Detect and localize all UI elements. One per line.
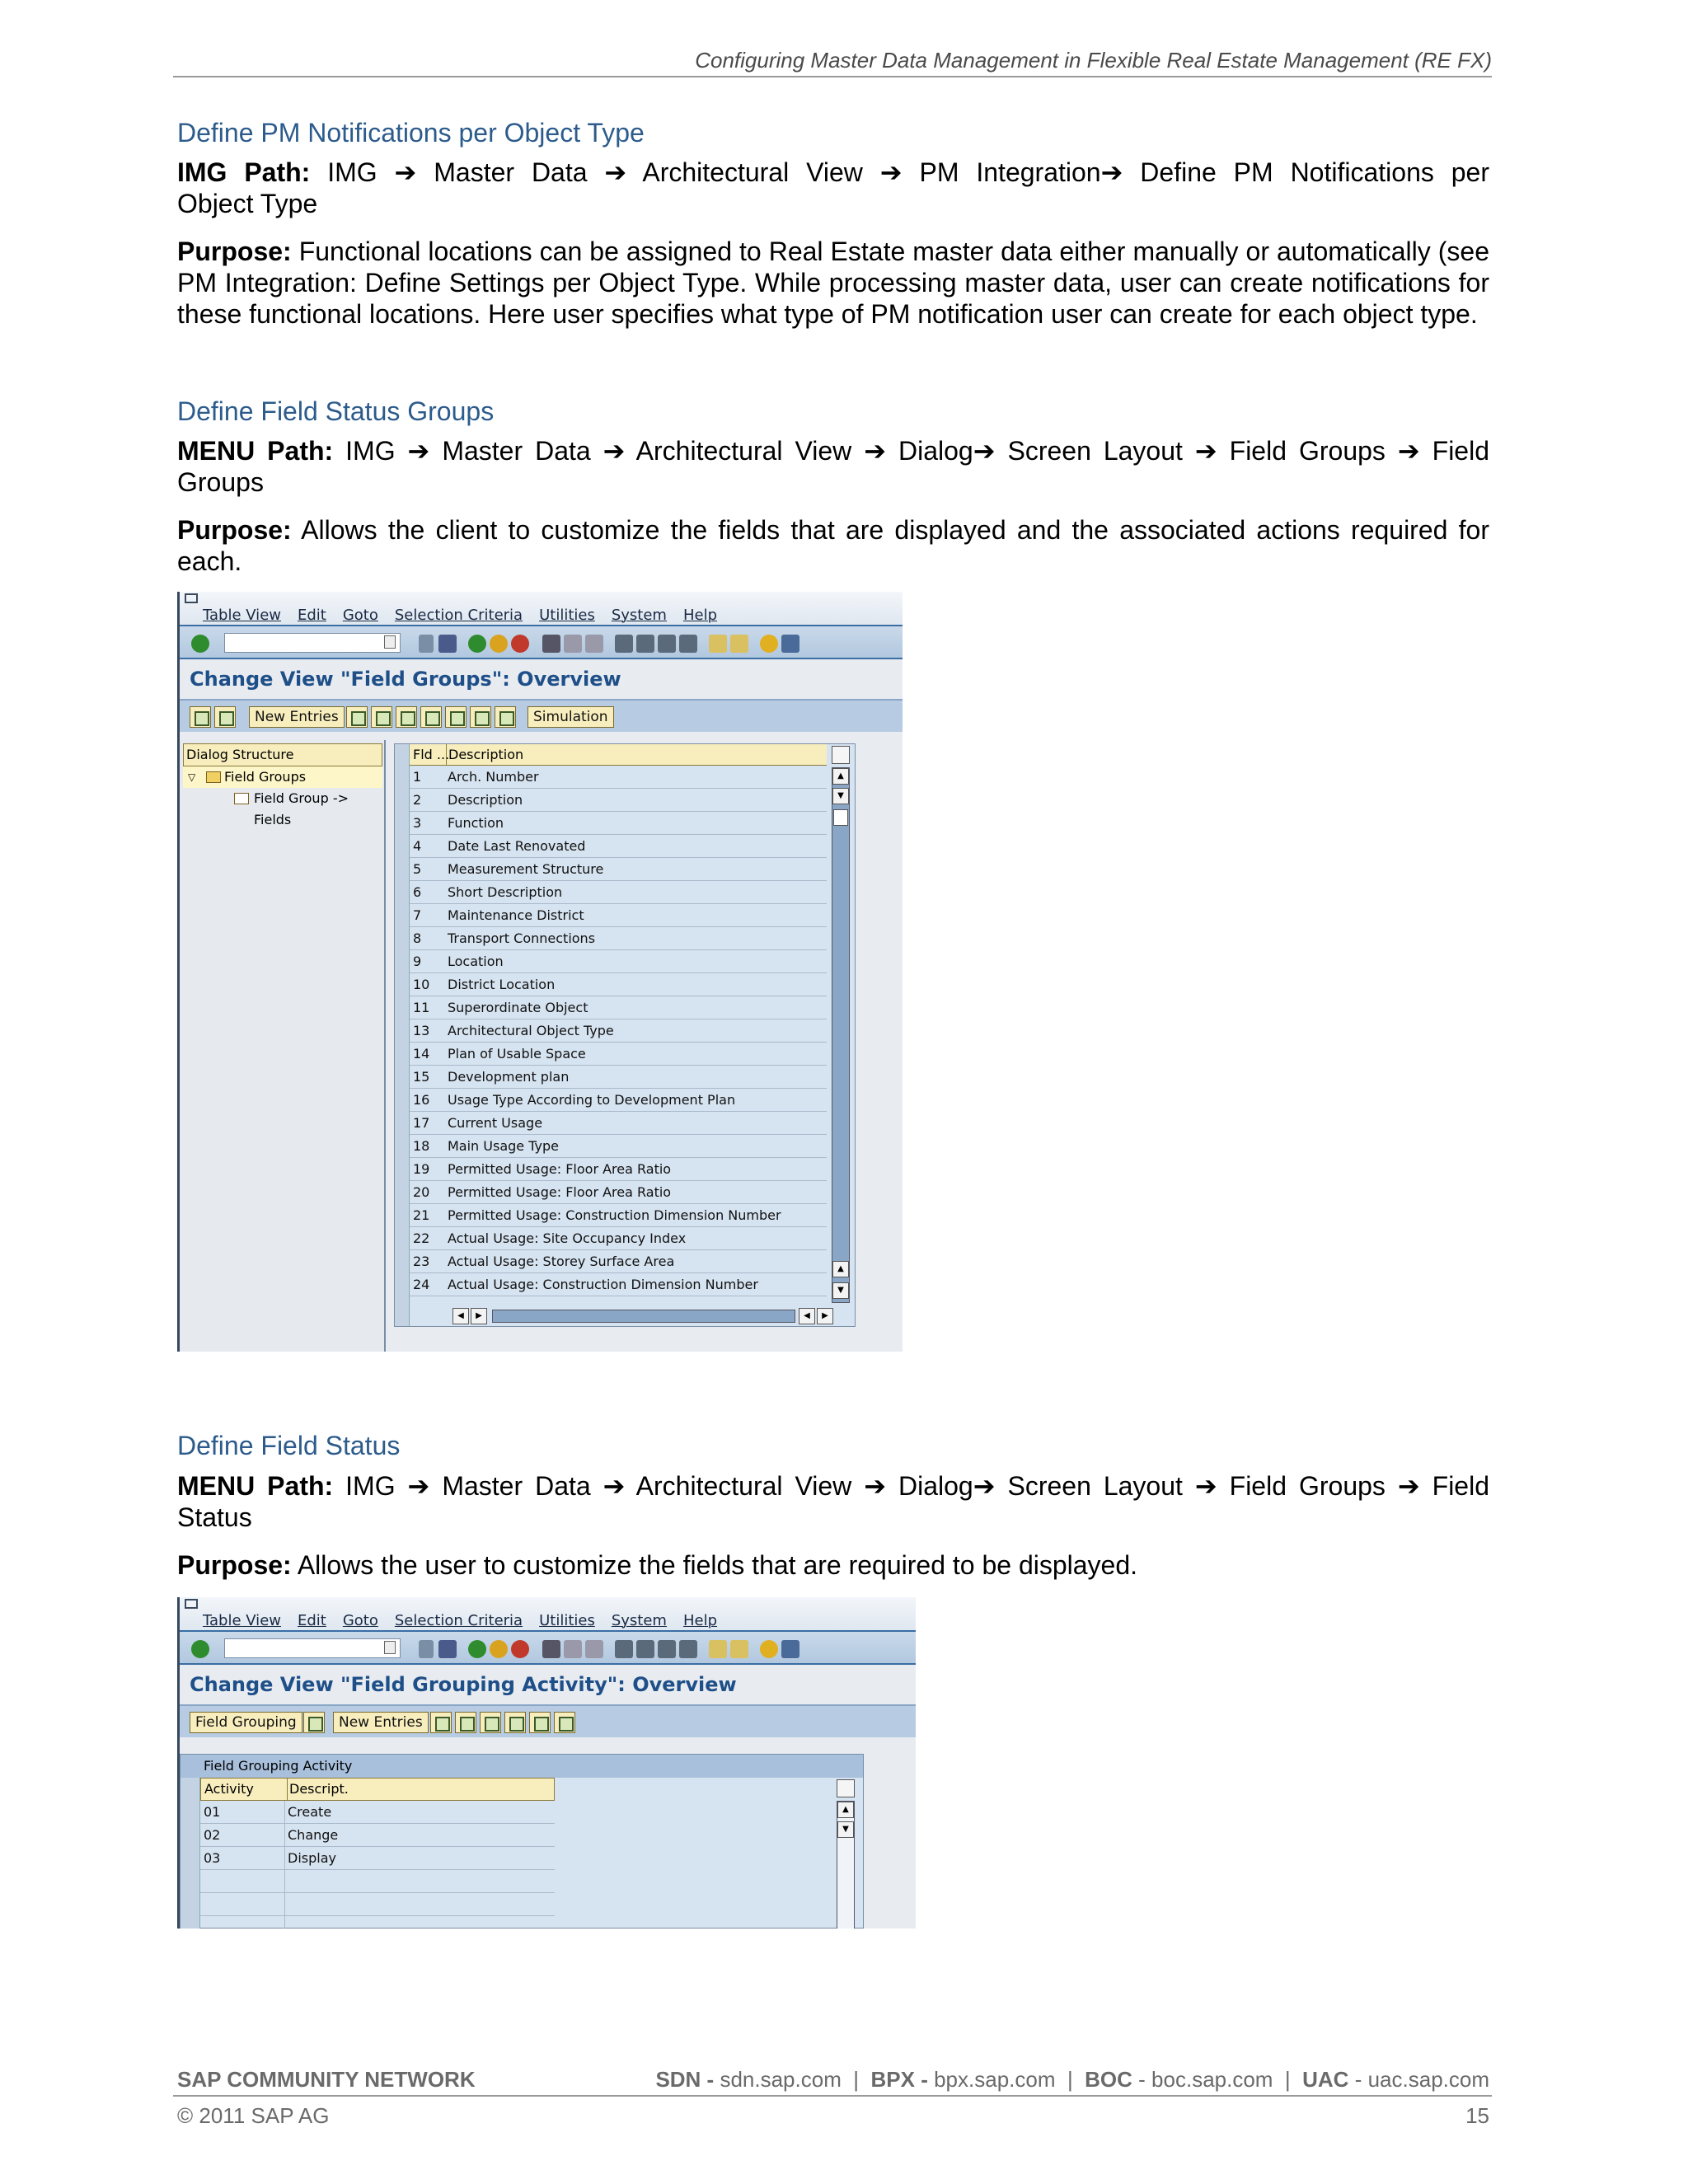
- tree-item-field-group-fields[interactable]: [183, 788, 382, 827]
- running-header: Configuring Master Data Management in Flexible Real Estate Management (RE FX): [695, 48, 1492, 73]
- delete-icon[interactable]: [455, 1712, 476, 1733]
- scroll-down-icon[interactable]: ▼: [837, 1821, 854, 1838]
- cell-fld: 13: [413, 1023, 430, 1038]
- section-title-field-status: Define Field Status: [177, 1431, 401, 1460]
- vertical-scrollbar[interactable]: [832, 767, 850, 1303]
- cell-description: Transport Connections: [448, 930, 596, 946]
- menu-help[interactable]: Help: [682, 607, 718, 624]
- select-block-icon[interactable]: [529, 1712, 551, 1733]
- scroll-left-icon[interactable]: ◀: [452, 1308, 469, 1324]
- menu-table-view[interactable]: Table View: [203, 1612, 281, 1629]
- scroll-page-up-icon[interactable]: ▲: [832, 1261, 849, 1277]
- sap-screenshot-field-grouping-activity: [177, 1597, 916, 1929]
- menu-path-field-groups: [177, 435, 1489, 498]
- back-icon[interactable]: [468, 635, 486, 653]
- cell-fld: 21: [413, 1207, 430, 1223]
- enter-check-icon[interactable]: [191, 1640, 209, 1658]
- save-icon[interactable]: [438, 635, 457, 653]
- window-menu-icon[interactable]: [185, 593, 198, 603]
- find-next-icon[interactable]: [585, 635, 603, 653]
- cell-description: Measurement Structure: [448, 861, 604, 877]
- back-arrow-icon[interactable]: [419, 1640, 434, 1658]
- cell-fld: 17: [413, 1115, 430, 1131]
- table-row[interactable]: [200, 1847, 555, 1870]
- table-row[interactable]: [410, 1181, 827, 1204]
- table-row[interactable]: [410, 1089, 827, 1112]
- table-row[interactable]: [410, 766, 827, 789]
- scroll-thumb[interactable]: [833, 809, 848, 826]
- screen-title: Change View "Field Grouping Activity": Overview: [190, 1673, 737, 1696]
- footer-links: SDN - sdn.sap.com | BPX - bpx.sap.com | BOC - boc.sap.com | UAC - uac.sap.com: [655, 2067, 1489, 2092]
- cancel-icon[interactable]: [511, 1640, 529, 1658]
- navigate-icon[interactable]: [495, 706, 516, 728]
- cell-fld: 22: [413, 1230, 430, 1246]
- cell-description: Plan of Usable Space: [448, 1046, 586, 1062]
- find-next-icon[interactable]: [585, 1640, 603, 1658]
- cell-fld: 10: [413, 977, 430, 992]
- create-session-icon[interactable]: [709, 635, 727, 653]
- menu-bar: [180, 1597, 916, 1630]
- select-block-icon[interactable]: [445, 706, 467, 728]
- column-header-description[interactable]: Description: [446, 744, 523, 766]
- cell-activity: 01: [204, 1804, 221, 1820]
- path-label: IMG Path:: [177, 157, 311, 187]
- table-row[interactable]: [410, 789, 827, 812]
- previous-page-icon[interactable]: [636, 635, 654, 653]
- menu-table-view[interactable]: Table View: [203, 607, 281, 624]
- column-divider: [284, 1801, 285, 1929]
- folder-icon: [234, 793, 249, 804]
- vertical-scrollbar[interactable]: [837, 1801, 855, 1929]
- table-row[interactable]: [410, 1019, 827, 1043]
- row-selector-column[interactable]: [395, 744, 410, 1326]
- menu-selection-criteria[interactable]: Selection Criteria: [394, 1612, 523, 1629]
- new-entries-button[interactable]: New Entries: [333, 1712, 429, 1733]
- table-row[interactable]: [410, 1066, 827, 1089]
- save-icon[interactable]: [438, 1640, 457, 1658]
- dialog-structure-pane: [180, 740, 386, 1352]
- table-row[interactable]: [410, 904, 827, 927]
- exit-icon[interactable]: [490, 635, 508, 653]
- command-field[interactable]: [224, 633, 401, 653]
- scroll-left-end-icon[interactable]: ◀: [799, 1308, 815, 1324]
- cell-fld: 11: [413, 1000, 430, 1015]
- column-settings-icon[interactable]: [837, 1779, 855, 1797]
- cell-fld: 9: [413, 954, 422, 969]
- command-dropdown-icon[interactable]: [384, 635, 396, 649]
- shortcut-icon[interactable]: [730, 1640, 748, 1658]
- boc-label: BOC: [1085, 2067, 1132, 2092]
- cell-fld: 14: [413, 1046, 430, 1062]
- next-page-icon[interactable]: [658, 1640, 676, 1658]
- menu-utilities[interactable]: Utilities: [539, 1612, 595, 1629]
- table-row[interactable]: [410, 881, 827, 904]
- first-page-icon[interactable]: [615, 635, 633, 653]
- footer-network: SAP COMMUNITY NETWORK: [177, 2067, 476, 2092]
- dialog-structure-header: Dialog Structure: [183, 743, 382, 766]
- cell-fld: 20: [413, 1184, 430, 1200]
- cell-description: Date Last Renovated: [448, 838, 586, 854]
- cell-descript: Display: [288, 1850, 336, 1866]
- purpose-text: Allows the user to customize the fields that are required to be displayed.: [297, 1550, 1138, 1580]
- command-field[interactable]: [224, 1638, 401, 1658]
- cell-description: Usage Type According to Development Plan: [448, 1092, 736, 1108]
- uac-label: UAC: [1302, 2067, 1349, 2092]
- cell-description: Current Usage: [448, 1115, 543, 1131]
- section-title-field-status-groups: Define Field Status Groups: [177, 396, 495, 426]
- purpose-text: Allows the client to customize the fields that are displayed and the associated actions required for each.: [177, 515, 1490, 576]
- cell-fld: 8: [413, 930, 422, 946]
- menu-system[interactable]: System: [611, 1612, 667, 1629]
- cell-fld: 18: [413, 1138, 430, 1154]
- create-session-icon[interactable]: [709, 1640, 727, 1658]
- header-divider: [173, 76, 1492, 77]
- cell-fld: 19: [413, 1161, 430, 1177]
- cell-activity: 02: [204, 1827, 221, 1843]
- find-icon[interactable]: [564, 635, 582, 653]
- application-toolbar: [180, 699, 903, 732]
- back-icon[interactable]: [468, 1640, 486, 1658]
- table-row[interactable]: [410, 1158, 827, 1181]
- menu-selection-criteria[interactable]: Selection Criteria: [394, 607, 523, 624]
- scroll-up-icon[interactable]: ▲: [832, 768, 849, 785]
- cell-fld: 1: [413, 769, 422, 785]
- field-groups-table: [394, 743, 856, 1327]
- cell-description: Actual Usage: Construction Dimension Number: [448, 1277, 758, 1292]
- bpx-link[interactable]: bpx.sap.com: [934, 2067, 1056, 2092]
- select-all-icon[interactable]: [420, 706, 442, 728]
- table-row[interactable]: [410, 1227, 827, 1250]
- footer-divider: [173, 2095, 1492, 2097]
- shortcut-icon[interactable]: [730, 635, 748, 653]
- table-row[interactable]: [410, 812, 827, 835]
- help-icon[interactable]: [760, 1640, 778, 1658]
- display-change-icon[interactable]: [303, 1712, 325, 1733]
- h-scroll-track[interactable]: [492, 1310, 795, 1323]
- exit-icon[interactable]: [490, 1640, 508, 1658]
- cell-description: Development plan: [448, 1069, 570, 1085]
- table-row[interactable]: [410, 927, 827, 950]
- table-header: [200, 1778, 555, 1801]
- cell-fld: 6: [413, 884, 422, 900]
- table-row[interactable]: [200, 1870, 555, 1893]
- purpose-field-status: [177, 1549, 1489, 1581]
- section-title-pm-notifications: Define PM Notifications per Object Type: [177, 118, 645, 148]
- last-page-icon[interactable]: [679, 635, 697, 653]
- horizontal-scrollbar[interactable]: [452, 1308, 828, 1324]
- tree-item-label: Field Groups: [224, 769, 307, 785]
- path-label: MENU Path:: [177, 436, 334, 466]
- copyright: © 2011 SAP AG: [177, 2103, 330, 2128]
- purpose-label: Purpose:: [177, 237, 292, 266]
- tree-item-label: Field Group -> Fields: [254, 790, 349, 827]
- path-text-cont: Groups: [177, 467, 264, 497]
- table-row[interactable]: [410, 973, 827, 996]
- cell-fld: 23: [413, 1254, 430, 1269]
- next-page-icon[interactable]: [658, 635, 676, 653]
- cancel-icon[interactable]: [511, 635, 529, 653]
- cell-description: Short Description: [448, 884, 563, 900]
- table-row[interactable]: [200, 1824, 555, 1847]
- path-text-cont: Status: [177, 1502, 252, 1532]
- table-row[interactable]: [200, 1801, 555, 1824]
- cell-activity: 03: [204, 1850, 221, 1866]
- menu-goto[interactable]: Goto: [342, 607, 378, 624]
- path-text: IMG ➔ Master Data ➔ Architectural View ➔ Dialog➔ Screen Layout ➔ Field Groups ➔ Field: [345, 1471, 1490, 1501]
- menu-help[interactable]: Help: [682, 1612, 718, 1629]
- scroll-right-end-icon[interactable]: ▶: [817, 1308, 833, 1324]
- select-all-icon[interactable]: [504, 1712, 526, 1733]
- cell-descript: Create: [288, 1804, 332, 1820]
- cell-description: Main Usage Type: [448, 1138, 559, 1154]
- command-dropdown-icon[interactable]: [384, 1641, 396, 1654]
- copy-as-icon[interactable]: [346, 706, 368, 728]
- table-title: Field Grouping Activity: [181, 1755, 863, 1778]
- table-row[interactable]: [200, 1916, 555, 1929]
- enter-check-icon[interactable]: [191, 635, 209, 653]
- cell-description: Actual Usage: Site Occupancy Index: [448, 1230, 687, 1246]
- purpose-pm: [177, 236, 1489, 330]
- menu-utilities[interactable]: Utilities: [539, 607, 595, 624]
- menu-goto[interactable]: Goto: [342, 1612, 378, 1629]
- screen-title: Change View "Field Groups": Overview: [190, 668, 621, 691]
- table-row[interactable]: [410, 1250, 827, 1273]
- standard-toolbar: [180, 625, 903, 659]
- scroll-up-icon[interactable]: ▲: [837, 1802, 854, 1818]
- purpose-field-groups: [177, 514, 1489, 577]
- layout-menu-icon[interactable]: [781, 1640, 799, 1658]
- table-row[interactable]: [410, 1273, 827, 1296]
- previous-page-icon[interactable]: [636, 1640, 654, 1658]
- undo-change-icon[interactable]: [480, 1712, 501, 1733]
- table-row[interactable]: [410, 1204, 827, 1227]
- last-page-icon[interactable]: [679, 1640, 697, 1658]
- field-grouping-button[interactable]: Field Grouping: [190, 1712, 302, 1733]
- cell-fld: 5: [413, 861, 422, 877]
- deselect-all-icon[interactable]: [554, 1712, 575, 1733]
- table-row[interactable]: [410, 1112, 827, 1135]
- sap-screenshot-field-groups: [177, 592, 903, 1352]
- menu-bar: [180, 592, 903, 625]
- cell-fld: 16: [413, 1092, 430, 1108]
- table-row[interactable]: [410, 1135, 827, 1158]
- table-row[interactable]: [200, 1893, 555, 1916]
- back-arrow-icon[interactable]: [419, 635, 434, 653]
- cell-description: Permitted Usage: Floor Area Ratio: [448, 1184, 672, 1200]
- table-row[interactable]: [410, 858, 827, 881]
- deselect-all-icon[interactable]: [470, 706, 491, 728]
- simulation-button[interactable]: Simulation: [528, 706, 614, 728]
- menu-edit[interactable]: Edit: [297, 1612, 326, 1629]
- menu-edit[interactable]: Edit: [297, 607, 326, 624]
- cell-description: Permitted Usage: Floor Area Ratio: [448, 1161, 672, 1177]
- sdn-label: SDN -: [655, 2067, 715, 2092]
- scroll-down-icon[interactable]: ▼: [832, 788, 849, 804]
- boc-link[interactable]: - boc.sap.com: [1138, 2067, 1273, 2092]
- scroll-page-down-icon[interactable]: ▼: [832, 1282, 849, 1299]
- display-change-icon[interactable]: [190, 706, 211, 728]
- menu-system[interactable]: System: [611, 607, 667, 624]
- new-entries-button[interactable]: New Entries: [249, 706, 345, 728]
- path-text: IMG ➔ Master Data ➔ Architectural View ➔ PM Integration➔ Define PM Notifications per: [327, 157, 1489, 187]
- purpose-text: Functional locations can be assigned to Real Estate master data either manually or automatically (see PM Integration: Define Settings per Object Type. While processing master data, user can create notifications for these functional locations. Here user specifies what type of PM notification user can create for each object type.: [177, 237, 1489, 329]
- path-text: IMG ➔ Master Data ➔ Architectural View ➔ Dialog➔ Screen Layout ➔ Field Groups ➔ Field: [345, 436, 1490, 466]
- cell-description: Arch. Number: [448, 769, 539, 785]
- scroll-right-icon[interactable]: ▶: [471, 1308, 487, 1324]
- undo-change-icon[interactable]: [396, 706, 417, 728]
- table-row[interactable]: [410, 1043, 827, 1066]
- layout-menu-icon[interactable]: [781, 635, 799, 653]
- page-number: 15: [1465, 2103, 1489, 2128]
- column-header-activity[interactable]: Activity: [204, 1781, 254, 1797]
- field-grouping-activity-table: [180, 1754, 864, 1929]
- cell-fld: 4: [413, 838, 422, 854]
- print-icon[interactable]: [542, 635, 560, 653]
- cell-fld: 15: [413, 1069, 430, 1085]
- table-row[interactable]: [410, 996, 827, 1019]
- purpose-label: Purpose:: [177, 515, 292, 545]
- find-icon[interactable]: [564, 1640, 582, 1658]
- path-text-cont: Object Type: [177, 189, 318, 218]
- img-path-pm: [177, 157, 1489, 219]
- column-header-fld[interactable]: Fld ...: [413, 747, 450, 762]
- cell-description: Actual Usage: Storey Surface Area: [448, 1254, 675, 1269]
- purpose-label: Purpose:: [177, 1550, 292, 1580]
- first-page-icon[interactable]: [615, 1640, 633, 1658]
- row-selector-column[interactable]: [181, 1778, 200, 1929]
- tree-item-field-groups[interactable]: [183, 766, 382, 788]
- sdn-link[interactable]: sdn.sap.com: [720, 2067, 842, 2092]
- print-icon[interactable]: [542, 1640, 560, 1658]
- cell-fld: 3: [413, 815, 422, 831]
- display-icon[interactable]: [214, 706, 236, 728]
- uac-link[interactable]: - uac.sap.com: [1354, 2067, 1489, 2092]
- cell-fld: 2: [413, 792, 422, 808]
- folder-open-icon: [206, 771, 221, 783]
- application-toolbar: [180, 1704, 916, 1737]
- cell-descript: Change: [288, 1827, 339, 1843]
- path-label: MENU Path:: [177, 1471, 334, 1501]
- cell-description: Function: [448, 815, 504, 831]
- copy-as-icon[interactable]: [430, 1712, 452, 1733]
- table-header: [410, 744, 827, 766]
- column-settings-icon[interactable]: [832, 746, 850, 764]
- cell-description: Permitted Usage: Construction Dimension Number: [448, 1207, 781, 1223]
- cell-description: Location: [448, 954, 504, 969]
- standard-toolbar: [180, 1630, 916, 1665]
- table-row[interactable]: [410, 950, 827, 973]
- tree-expand-icon[interactable]: ▽: [188, 771, 196, 783]
- cell-description: District Location: [448, 977, 556, 992]
- column-header-descript[interactable]: Descript.: [287, 1779, 349, 1800]
- menu-path-field-status: [177, 1470, 1489, 1533]
- cell-fld: 7: [413, 907, 422, 923]
- bpx-label: BPX -: [870, 2067, 928, 2092]
- cell-fld: 24: [413, 1277, 430, 1292]
- delete-icon[interactable]: [371, 706, 392, 728]
- cell-description: Architectural Object Type: [448, 1023, 614, 1038]
- cell-description: Description: [448, 792, 523, 808]
- table-row[interactable]: [410, 835, 827, 858]
- cell-description: Superordinate Object: [448, 1000, 588, 1015]
- help-icon[interactable]: [760, 635, 778, 653]
- window-menu-icon[interactable]: [185, 1599, 198, 1609]
- cell-description: Maintenance District: [448, 907, 584, 923]
